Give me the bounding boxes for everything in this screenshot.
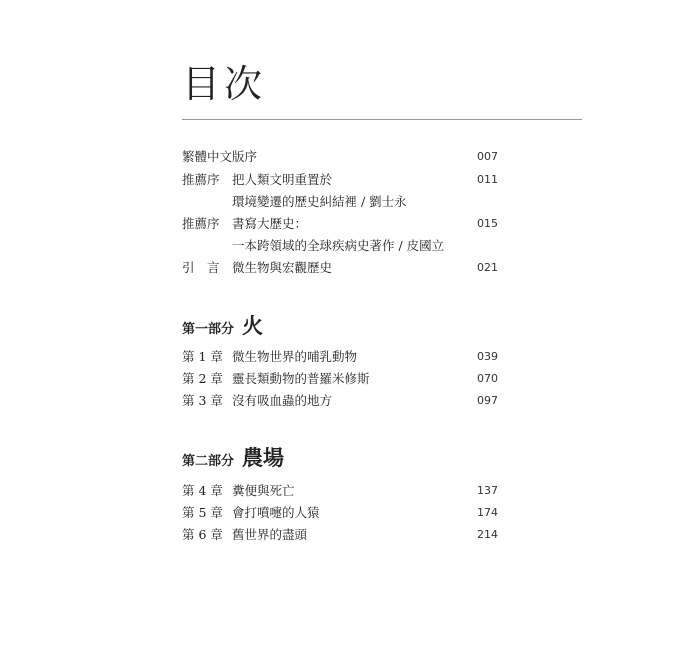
toc-entry-label: 第 3 章 (182, 393, 223, 408)
toc-page-number: 007 (477, 150, 498, 163)
toc-entry-label: 第 1 章 (182, 349, 223, 364)
toc-entry-label: 第 2 章 (182, 371, 223, 386)
part-label: 第二部分 (182, 454, 235, 469)
toc-entry-foreword-2 (182, 213, 498, 235)
toc-entry-title: 微生物世界的哺乳動物 (232, 349, 358, 364)
toc-entry-introduction (182, 257, 498, 279)
toc-entry-label: 推薦序 (182, 216, 220, 231)
toc-entry-label: 推薦序 (182, 172, 220, 187)
toc-entry-label: 第 4 章 (182, 483, 223, 498)
toc-entry-foreword-1-cont (182, 191, 498, 213)
toc-page-number: 011 (477, 173, 498, 186)
part-heading-1 (182, 310, 263, 340)
toc-page-number: 174 (477, 506, 498, 519)
toc-page-number: 021 (477, 261, 498, 274)
toc-chapter-5 (182, 502, 498, 524)
toc-entry-title: 環境變遷的歷史糾結裡 / 劉士永 (232, 194, 407, 209)
part-label: 第一部分 (182, 322, 235, 337)
toc-entry-label: 第 5 章 (182, 505, 223, 520)
part-name: 火 (242, 313, 264, 338)
toc-entry-foreword-2-cont (182, 235, 498, 257)
toc-entry-foreword-1 (182, 169, 498, 191)
toc-chapter-6 (182, 524, 498, 546)
toc-chapter-2 (182, 368, 498, 390)
toc-entry-title: 靈長類動物的普羅米修斯 (232, 371, 370, 386)
toc-entry-label: 第 6 章 (182, 527, 223, 542)
toc-entry-title: 糞便與死亡 (232, 483, 295, 498)
toc-page-number: 097 (477, 394, 498, 407)
toc-entry-label: 引 言 (182, 260, 220, 275)
toc-page-number: 137 (477, 484, 498, 497)
toc-page-number: 015 (477, 217, 498, 230)
toc-chapter-3 (182, 390, 498, 412)
part-name: 農場 (242, 445, 285, 470)
toc-entry-title: 舊世界的盡頭 (232, 527, 308, 542)
title-divider (182, 119, 582, 120)
toc-page-number: 214 (477, 528, 498, 541)
toc-entry-title: 一本跨領域的全球疾病史著作 / 皮國立 (232, 238, 445, 253)
page-title: 目次 (182, 62, 267, 106)
toc-page-number: 039 (477, 350, 498, 363)
toc-entry-title: 把人類文明重置於 (232, 172, 333, 187)
toc-chapter-4 (182, 480, 498, 502)
toc-entry-preface (182, 146, 498, 168)
toc-entry-title: 會打噴嚏的人猿 (232, 505, 320, 520)
toc-page-number: 070 (477, 372, 498, 385)
part-heading-2 (182, 442, 284, 472)
toc-chapter-1 (182, 346, 498, 368)
toc-entry-title: 書寫大歷史： (232, 216, 308, 231)
toc-entry-title: 微生物與宏觀歷史 (232, 260, 333, 275)
toc-entry-label: 繁體中文版序 (182, 149, 258, 164)
toc-entry-title: 沒有吸血蟲的地方 (232, 393, 333, 408)
